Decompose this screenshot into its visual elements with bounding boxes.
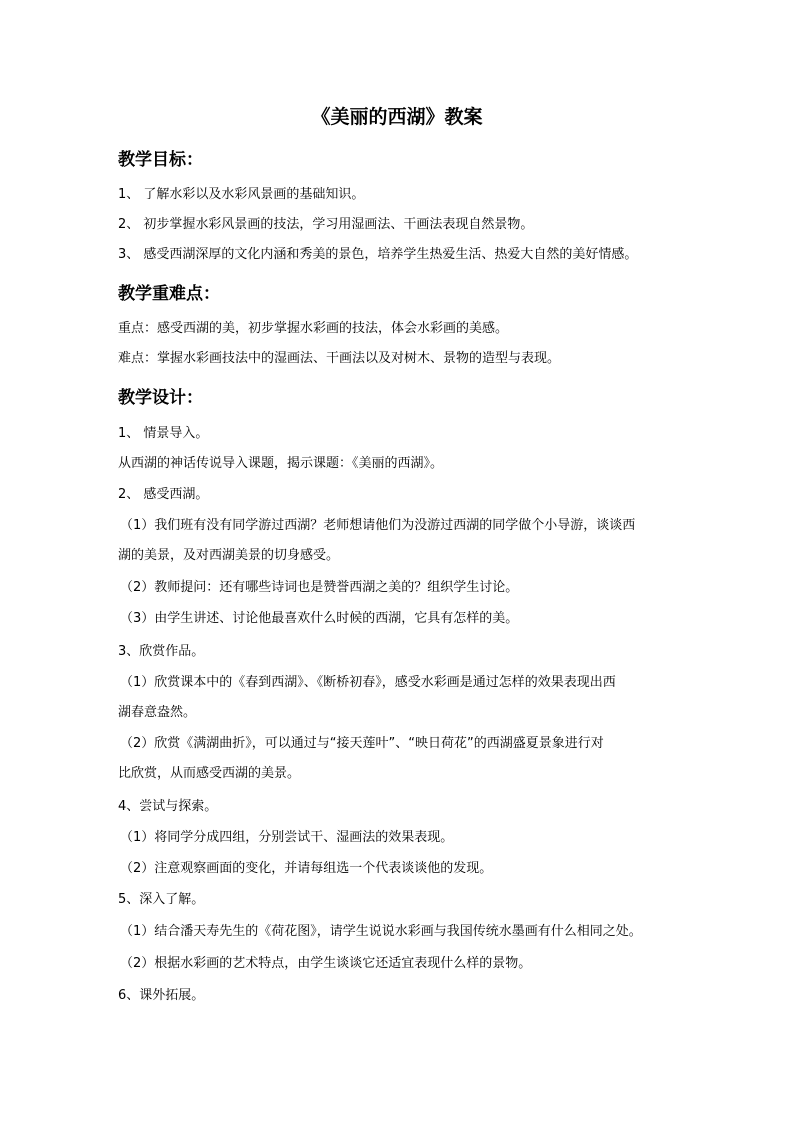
- design-line: （1）结合潘天寿先生的《荷花图》，请学生说说水彩画与我国传统水墨画有什么相同之处。: [120, 924, 642, 939]
- design-line: 3、欣赏作品。: [118, 644, 205, 659]
- design-line: 从西湖的神话传说导入课题，揭示课题：《美丽的西湖》。: [118, 456, 444, 471]
- design-line: 2、 感受西湖。: [118, 487, 209, 502]
- key-point-item: 难点：掌握水彩画技法中的湿画法、干画法以及对树木、景物的造型与表现。: [118, 351, 561, 366]
- design-line: 4、尝试与探索。: [118, 799, 218, 814]
- design-line: 湖春意盎然。: [118, 705, 197, 720]
- objective-item: 2、 初步掌握水彩风景画的技法，学习用湿画法、干画法表现自然景物。: [118, 217, 534, 232]
- key-point-item: 重点：感受西湖的美，初步掌握水彩画的技法，体会水彩画的美感。: [118, 321, 509, 336]
- document-title: 《美丽的西湖》教案: [311, 106, 483, 128]
- design-line: （3）由学生讲述、讨论他最喜欢什么时候的西湖，它具有怎样的美。: [120, 611, 519, 626]
- design-line: 6、课外拓展。: [118, 988, 205, 1003]
- design-line: 5、深入了解。: [118, 892, 205, 907]
- section-heading-key-points: 教学重难点：: [118, 284, 220, 304]
- design-line: （2）注意观察画面的变化，并请每组选一个代表谈谈他的发现。: [120, 861, 493, 876]
- section-heading-design: 教学设计：: [118, 388, 203, 408]
- design-line: （2）根据水彩画的艺术特点，由学生谈谈它还适宜表现什么样的景物。: [120, 956, 532, 971]
- section-heading-objectives: 教学目标：: [118, 150, 203, 170]
- design-line: （2）欣赏《满湖曲折》，可以通过与“接天莲叶”、“映日荷花”的西湖盛夏景象进行对: [120, 736, 604, 751]
- design-line: 湖的美景，及对西湖美景的切身感受。: [118, 548, 340, 563]
- objective-item: 1、 了解水彩以及水彩风景画的基础知识。: [118, 187, 365, 202]
- design-line: 比欣赏，从而感受西湖的美景。: [118, 766, 301, 781]
- design-line: （1）我们班有没有同学游过西湖？老师想请他们为没游过西湖的同学做个小导游，谈谈西: [120, 518, 636, 533]
- design-line: （1）欣赏课本中的《春到西湖》、《断桥初春》，感受水彩画是通过怎样的效果表现出西: [120, 675, 616, 690]
- objective-item: 3、 感受西湖深厚的文化内涵和秀美的景色，培养学生热爱生活、热爱大自然的美好情感。: [118, 247, 638, 262]
- design-line: 1、 情景导入。: [118, 426, 209, 441]
- design-line: （2）教师提问：还有哪些诗词也是赞誉西湖之美的？组织学生讨论。: [120, 580, 519, 595]
- design-line: （1）将同学分成四组，分别尝试干、湿画法的效果表现。: [120, 830, 454, 845]
